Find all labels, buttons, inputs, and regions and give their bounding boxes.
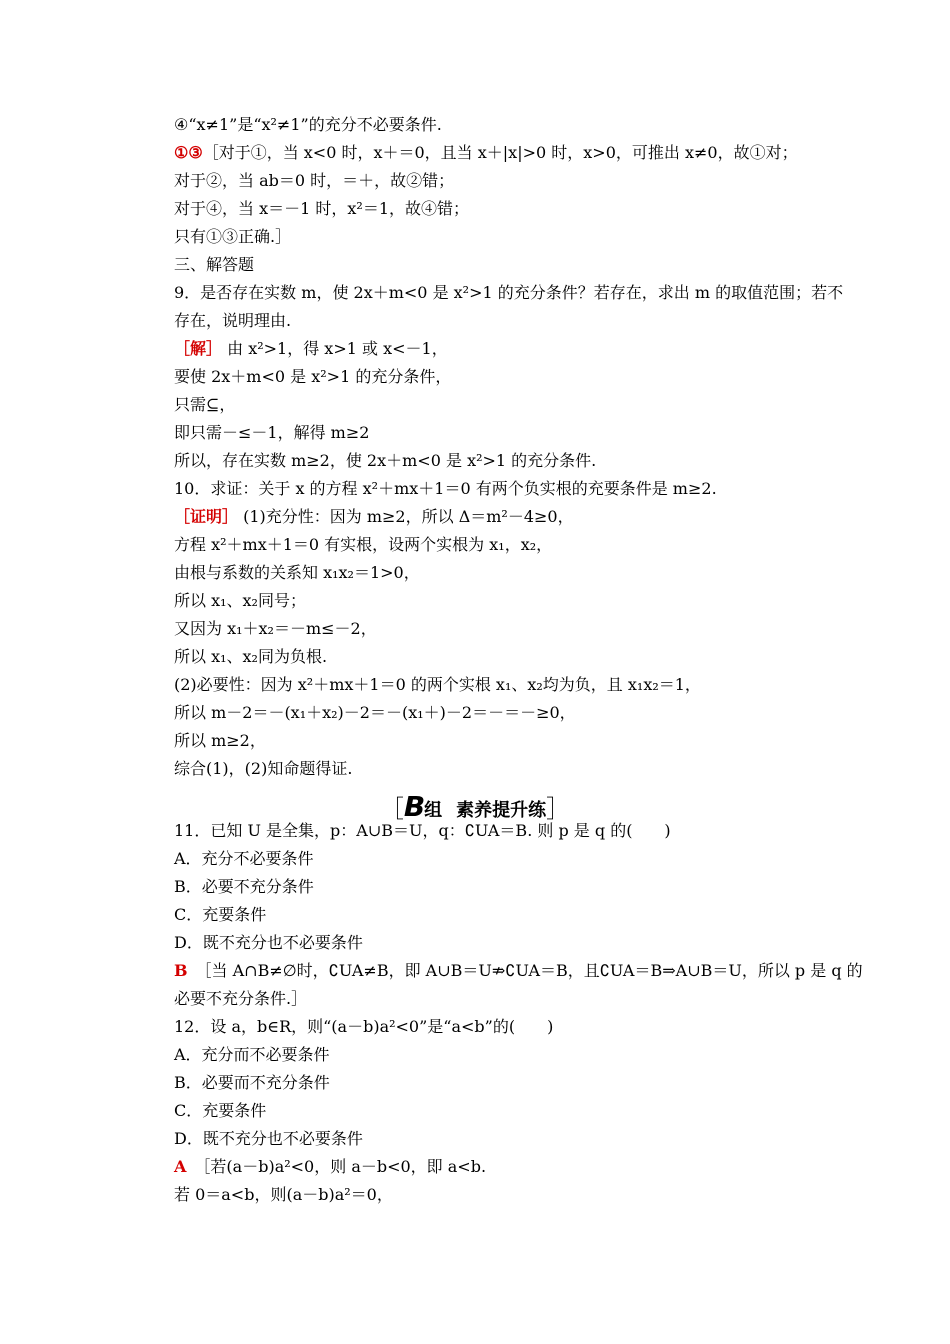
text-line xyxy=(174,311,291,331)
text-line xyxy=(174,849,314,869)
text-line xyxy=(174,479,717,499)
line-text: 方程 x²＋mx＋1＝0 有实根，设两个实根为 x₁，x₂， xyxy=(174,535,553,554)
line-text: D．既不充分也不必要条件 xyxy=(174,933,363,952)
line-text: 要使 2x＋m<0 是 x²>1 的充分条件， xyxy=(174,367,452,386)
text-line xyxy=(174,171,454,191)
line-text: ［若(a－b)a²<0，则 a－b<0，即 a<b. xyxy=(186,1157,487,1176)
text-line xyxy=(174,1073,330,1093)
line-text: (2)必要性：因为 x²＋mx＋1＝0 的两个实根 x₁、x₂均为负，且 x₁x₂＝1， xyxy=(174,675,701,694)
answer-tag: ①③ xyxy=(174,143,203,162)
answer-tag: ［证明］ xyxy=(174,507,239,526)
banner-title: 素养提升练 xyxy=(456,800,547,821)
line-text: 对于④，当 x＝－1 时，x²＝1，故④错； xyxy=(174,199,469,218)
line-text: B．必要而不充分条件 xyxy=(174,1073,330,1092)
line-text: 只需⊆， xyxy=(174,395,236,414)
line-text: 12．设 a，b∈R，则“(a－b)a²<0”是“a<b”的( ) xyxy=(174,1017,554,1036)
text-line xyxy=(174,451,596,471)
line-text: 必要不充分条件.］ xyxy=(174,989,308,1008)
text-line xyxy=(174,199,469,219)
text-line xyxy=(174,647,327,667)
text-line xyxy=(174,1101,266,1121)
line-text: 存在，说明理由. xyxy=(174,311,292,330)
line-text: 综合(1)，(2)知命题得证. xyxy=(174,759,353,778)
text-line xyxy=(174,619,377,639)
text-line xyxy=(174,1017,553,1037)
line-text: 即只需－≤－1，解得 m≥2 xyxy=(174,423,370,442)
line-text: 所以 x₁、x₂同号； xyxy=(174,591,306,610)
text-line xyxy=(174,227,291,247)
line-text: 所以，存在实数 m≥2，使 2x＋m<0 是 x²>1 的充分条件. xyxy=(174,451,597,470)
text-line xyxy=(174,143,798,163)
text-line xyxy=(174,703,576,723)
line-text: 对于②，当 ab＝0 时，＝＋，故②错； xyxy=(174,171,455,190)
line-text: B．必要不充分条件 xyxy=(174,877,314,896)
text-line xyxy=(174,283,843,303)
text-line xyxy=(174,933,363,953)
text-line xyxy=(174,591,306,611)
text-line xyxy=(174,961,863,981)
line-text: 所以 m≥2， xyxy=(174,731,266,750)
line-text: C．充要条件 xyxy=(174,1101,267,1120)
line-text: (1)充分性：因为 m≥2，所以 Δ＝m²－4≥0， xyxy=(238,507,574,526)
line-text: 10．求证：关于 x 的方程 x²＋mx＋1＝0 有两个负实根的充要条件是 m≥2. xyxy=(174,479,717,498)
line-text: 只有①③正确.］ xyxy=(174,227,292,246)
banner-group-letter: B xyxy=(403,790,425,823)
answer-tag: A xyxy=(174,1157,187,1176)
line-text: ［对于①，当 x<0 时，x＋＝0，且当 x＋|x|>0 时，x>0，可推出 x≠0，故①对； xyxy=(202,143,798,162)
line-text: C．充要条件 xyxy=(174,905,267,924)
banner-close-bracket: ］ xyxy=(546,795,571,823)
answer-tag: ［解］ xyxy=(174,339,223,358)
text-line xyxy=(174,507,574,527)
line-text: A．充分而不必要条件 xyxy=(174,1045,330,1064)
text-line xyxy=(174,877,314,897)
text-line xyxy=(174,339,448,359)
text-line xyxy=(174,395,235,415)
text-line xyxy=(174,731,266,751)
line-text: 所以 x₁、x₂同为负根. xyxy=(174,647,328,666)
text-line xyxy=(174,1157,486,1177)
text-line xyxy=(174,759,352,779)
line-text: 若 0＝a<b，则(a－b)a²＝0， xyxy=(174,1185,393,1204)
text-line xyxy=(174,563,420,583)
line-text: 由根与系数的关系知 x₁x₂＝1>0， xyxy=(174,563,420,582)
text-line xyxy=(174,905,266,925)
line-text: 三、解答题 xyxy=(174,255,255,274)
banner-open-bracket: ［ xyxy=(379,795,404,823)
text-line xyxy=(174,535,552,555)
line-text: A．充分不必要条件 xyxy=(174,849,314,868)
text-line xyxy=(174,1129,363,1149)
banner-group-label: 组 xyxy=(424,800,443,821)
section-banner xyxy=(0,790,950,824)
line-text: ④“x≠1”是“x²≠1”的充分不必要条件. xyxy=(174,115,442,134)
text-line xyxy=(174,1185,393,1205)
line-text: 又因为 x₁＋x₂＝－m≤－2， xyxy=(174,619,377,638)
line-text: D．既不充分也不必要条件 xyxy=(174,1129,363,1148)
text-line xyxy=(174,367,451,387)
text-line xyxy=(174,1045,330,1065)
line-text: 由 x²>1，得 x>1 或 x<－1， xyxy=(222,339,448,358)
text-line xyxy=(174,423,369,443)
text-line xyxy=(174,989,307,1009)
line-text: 11．已知 U 是全集，p：A∪B＝U，q：∁UA＝B. 则 p 是 q 的( ) xyxy=(174,821,671,840)
line-text: 9．是否存在实数 m，使 2x＋m<0 是 x²>1 的充分条件？若存在，求出 m 的取值范围；若不 xyxy=(174,283,844,302)
text-line xyxy=(174,675,701,695)
text-line xyxy=(174,255,254,275)
answer-tag: B xyxy=(174,961,188,980)
line-text: 所以 m－2＝－(x₁＋x₂)－2＝－(x₁＋)－2＝－＝－≥0， xyxy=(174,703,576,722)
text-line xyxy=(174,115,442,135)
line-text: ［当 A∩B≠∅时，∁UA≠B，即 A∪B＝U⇏∁UA＝B，且∁UA＝B⇒A∪B＝U，所以 p 是 q 的 xyxy=(187,961,863,980)
